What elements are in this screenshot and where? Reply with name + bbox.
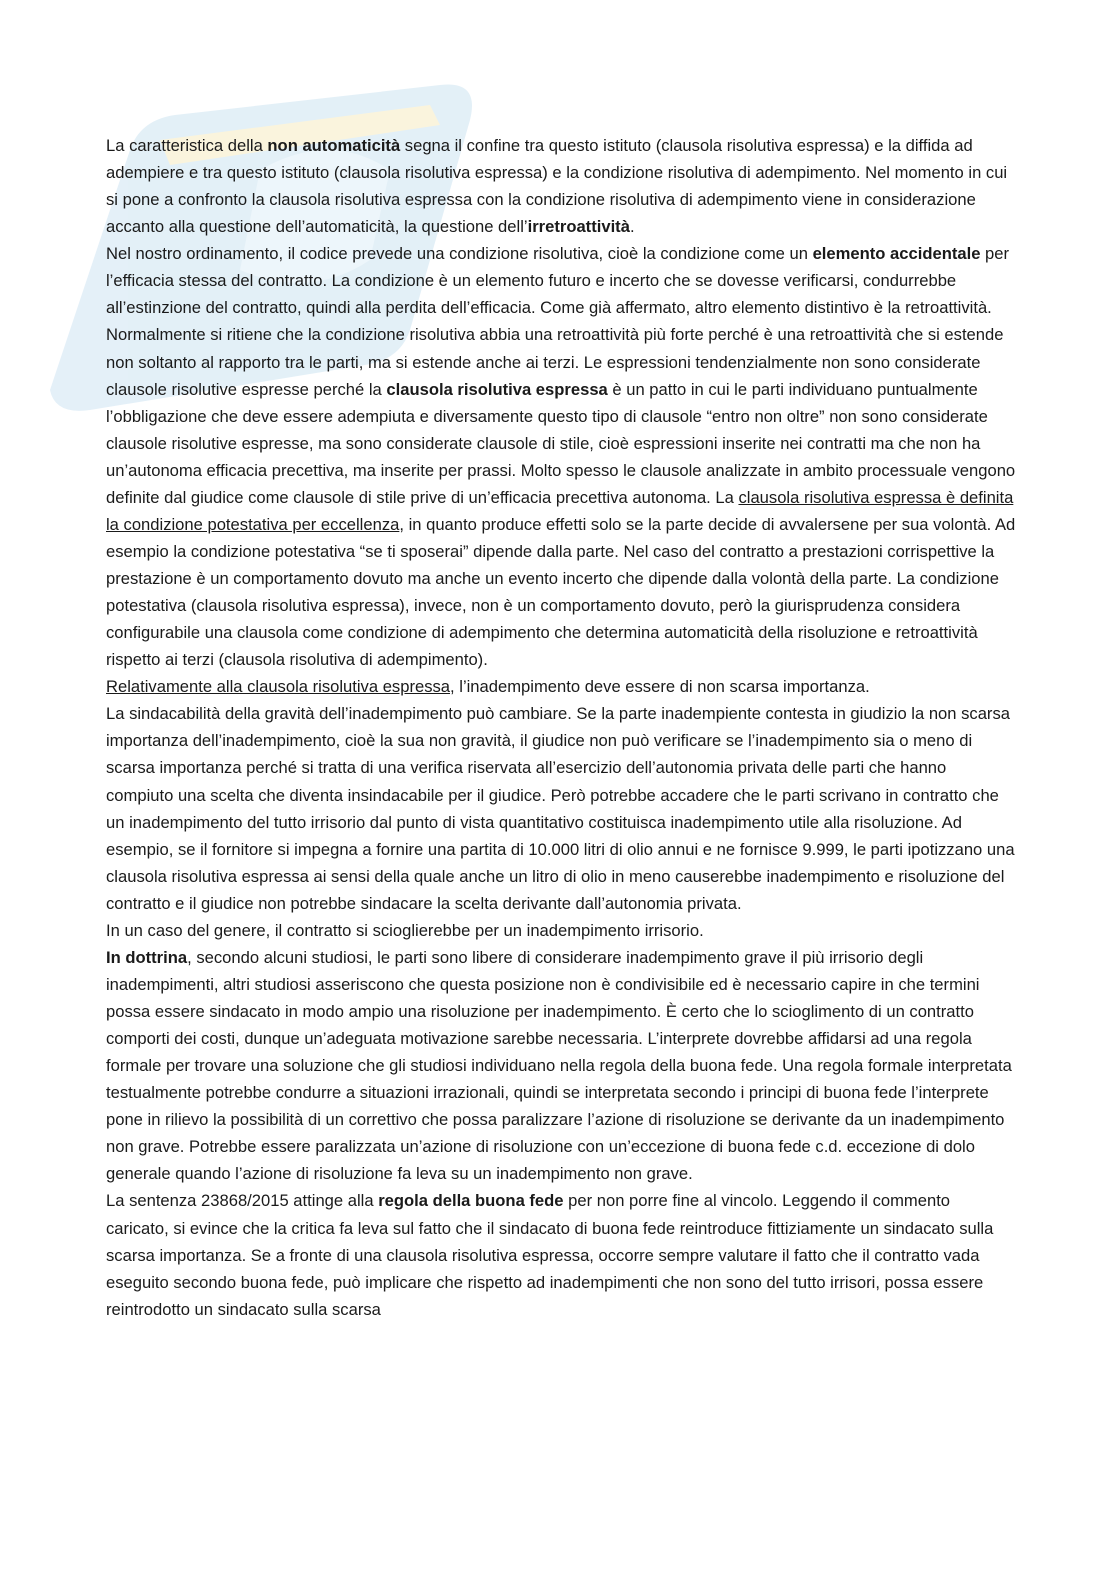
text-run: segna il confine tra questo istituto (clausola risolutiva espressa) e la diffida ad adempiere e tra questo istituto (clausola risolutiva espressa) e la condizione risolutiva di adempimento. Nel momento in cui si pone a confronto la clausola risolutiva espressa con la condizione risolutiva di adempimento viene in considerazione accanto alla questione dell’automaticità, la questione dell’ (106, 136, 1008, 237)
paragraph (106, 132, 1016, 240)
text-run: per l’efficacia stessa del contratto. La condizione è un elemento futuro e incerto che se dovesse verificarsi, condurrebbe all’estinzione del contratto, quindi alla perdita dell’efficacia. Come già affermato, altro elemento distintivo è la retroattività. Normalmente si ritiene che la condizione risolutiva abbia una retroattività più forte perché è una retroattività che si estende non soltanto al rapporto tra le parti, ma si estende anche ai terzi. Le espressioni tendenzialmente non sono considerate clausole risolutive espresse perché la (106, 244, 1010, 399)
paragraph (106, 673, 1016, 700)
paragraph (106, 917, 1016, 944)
text-run: Nel nostro ordinamento, il codice prevede una condizione risolutiva, cioè la condizione come un (106, 244, 813, 264)
paragraph (106, 944, 1016, 1188)
bold-text: irretroattività (527, 217, 630, 237)
bold-text: regola della buona fede (378, 1191, 564, 1211)
paragraph (106, 240, 1016, 673)
text-run: , l’inadempimento deve essere di non scarsa importanza. (450, 677, 870, 697)
text-run: , secondo alcuni studiosi, le parti sono libere di considerare inadempimento grave il più irrisorio degli inadempimenti, altri studiosi asseriscono che questa posizione non è condivisibile ed è necessario capire in che termini possa essere sindacato in modo ampio una risoluzione per inadempimento. È certo che lo scioglimento di un contratto comporti dei costi, dunque un’adeguata motivazione sarebbe necessaria. L’interprete dovrebbe affidarsi ad una regola formale per trovare una soluzione che gli studiosi individuano nella regola della buona fede. Una regola formale interpretata testualmente potrebbe condurre a situazioni irrazionali, quindi se interpretata secondo i principi di buona fede l’interprete pone in rilievo la possibilità di un correttivo che possa paralizzare l’azione di risoluzione se derivante da un inadempimento non grave. Potrebbe essere paralizzata un’azione di risoluzione con un’eccezione di buona fede c.d. eccezione di dolo generale quando l’azione di risoluzione fa leva su un inadempimento non grave. (106, 947, 1012, 1184)
bold-text: elemento accidentale (812, 244, 981, 264)
bold-text: In dottrina (106, 947, 188, 967)
text-run: . (629, 217, 635, 237)
text-run: La sentenza 23868/2015 attinge alla (106, 1191, 379, 1211)
bold-text: non automaticità (267, 136, 401, 155)
text-run: La caratteristica della (106, 136, 268, 155)
text-run: La sindacabilità della gravità dell’inadempimento può cambiare. Se la parte inadempiente contesta in giudizio la non scarsa importanza dell’inadempimento, cioè la sua non gravità, il giudice non può verificare se l’inadempimento sia o meno di scarsa importanza perché si tratta di una verifica riservata all’esercizio dell’autonomia privata delle parti che hanno compiuto una scelta che diventa insindacabile per il giudice. Però potrebbe accadere che le parti scrivano in contratto che un inadempimento del tutto irrisorio dal punto di vista quantitativo costituisca inadempimento utile alla risoluzione. Ad esempio, se il fornitore si impegna a fornire una partita di 10.000 litri di olio annui e ne fornisce 9.999, le parti ipotizzano una clausola risolutiva espressa ai sensi della quale anche un litro di olio in meno causerebbe inadempimento e risoluzione del contratto e il giudice non potrebbe sindacare la scelta derivante dall’autonomia privata. (106, 704, 1015, 913)
paragraph (106, 1187, 1016, 1322)
document-body (106, 132, 1016, 1323)
text-run: è un patto in cui le parti individuano puntualmente l’obbligazione che deve essere adempiuta e diversamente questo tipo di clausole “entro non oltre” non sono considerate clausole risolutive espresse, ma sono considerate clausole di stile, cioè espressioni inserite nei contratti ma che non ha un’autonoma efficacia precettiva, ma inserite per prassi. Molto spesso le clausole analizzate in ambito processuale vengono definite dal giudice come clausole di stile prive di un’efficacia precettiva autonoma. La (106, 379, 1016, 507)
bold-text: clausola risolutiva espressa (386, 379, 608, 399)
paragraph (106, 700, 1016, 917)
underlined-text: clausola risolutiva espressa è definita la condizione potestativa per eccellenza (106, 487, 1014, 534)
text-run: In un caso del genere, il contratto si scioglierebbe per un inadempimento irrisorio. (106, 920, 704, 940)
text-run: , in quanto produce effetti solo se la parte decide di avvalersene per sua volontà. Ad esempio la condizione potestativa “se ti sposerai” dipende dalla parte. Nel caso del contratto a prestazioni corrispettive la prestazione è un comportamento dovuto ma anche un evento incerto che dipende dalla volontà della parte. La condizione potestativa (clausola risolutiva espressa), invece, non è un comportamento dovuto, però la giurisprudenza considera configurabile una clausola come condizione di adempimento che determina automaticità della risoluzione e retroattività rispetto ai terzi (clausola risolutiva di adempimento). (106, 514, 1016, 670)
text-run: per non porre fine al vincolo. Leggendo il commento caricato, si evince che la critica fa leva sul fatto che il sindacato di buona fede reintroduce fittiziamente un sindacato sulla scarsa importanza. Se a fronte di una clausola risolutiva espressa, occorre sempre valutare il fatto che il contratto vada eseguito secondo buona fede, può implicare che rispetto ad inadempimenti che non sono del tutto irrisori, possa essere reintrodotto un sindacato sulla scarsa (106, 1191, 994, 1319)
underlined-text: Relativamente alla clausola risolutiva espressa (106, 677, 451, 697)
